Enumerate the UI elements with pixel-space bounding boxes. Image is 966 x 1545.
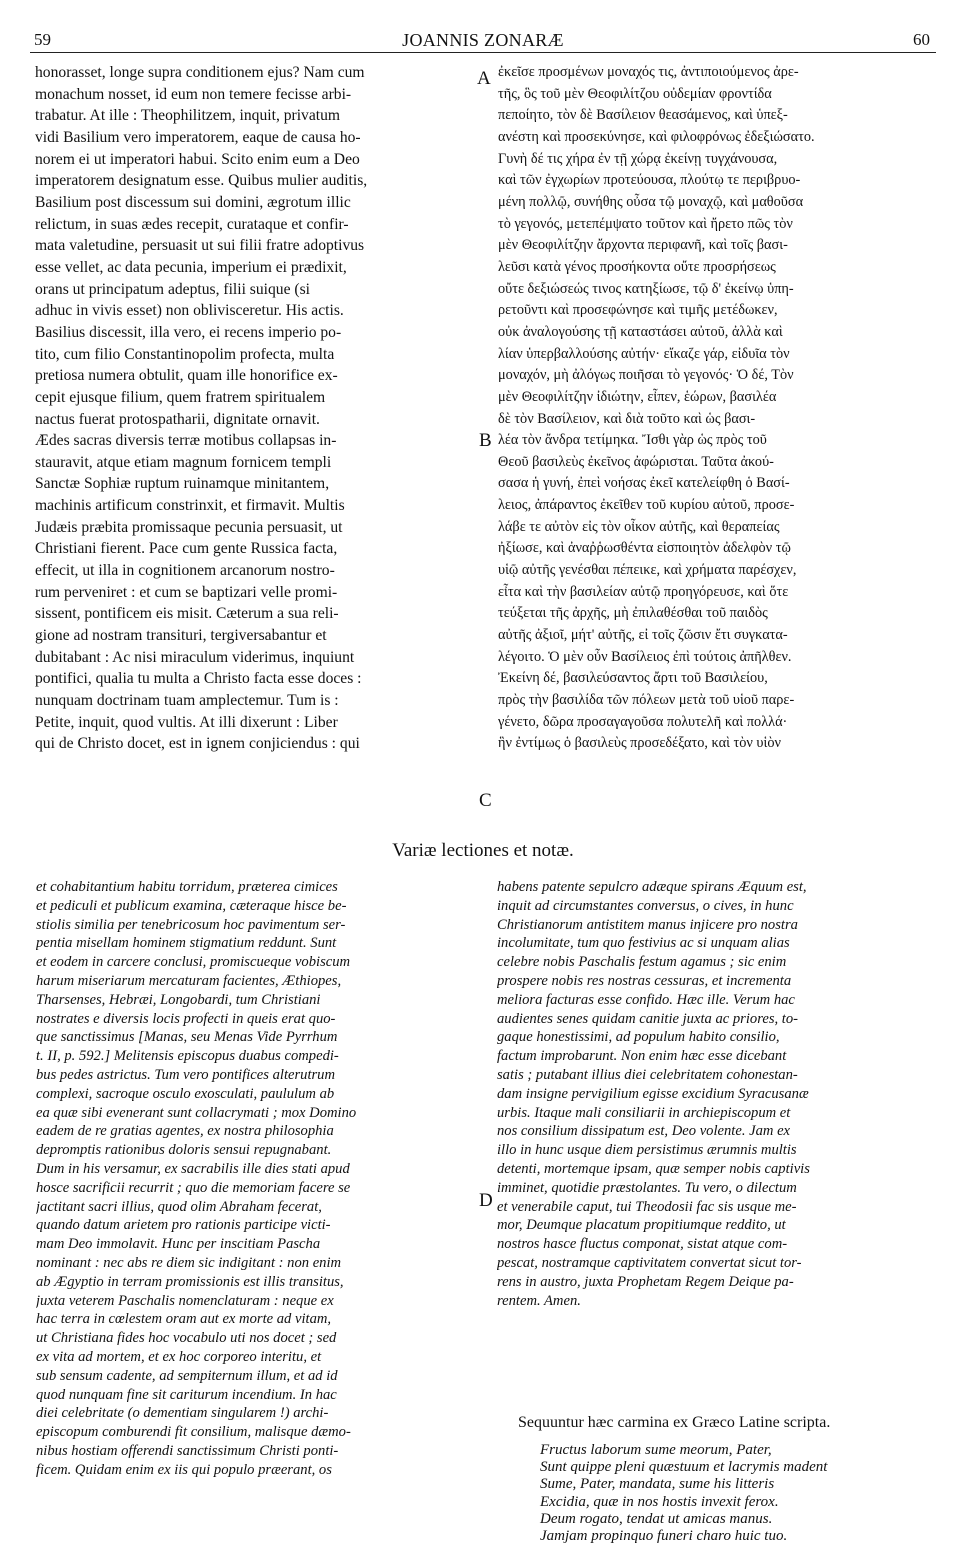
greek-text-line: ρετοῦντι καὶ προσεφώνησε καὶ τιμῆς μετέδωκεν, xyxy=(498,302,778,319)
margin-marker-d: D xyxy=(479,1190,493,1211)
note-line: que sanctissimus [Manas, seu Menas Vide Pyrrhum xyxy=(36,1029,338,1046)
note-line: Dum in his versamur, ex sacrabilis ille dies stati apud xyxy=(36,1160,350,1177)
note-line: nostrates e diversis locis profecti in queis erat quo- xyxy=(36,1010,336,1027)
greek-text-line: λέγοιτο. Ὁ μὲν οὖν Βασίλειος ἐπὶ τούτοις ἀπῆλθεν. xyxy=(498,648,792,665)
greek-text-line: μοναχόν, μὴ ἀλόγως ποιῆσαι τὸ γεγονός· Ὁ δέ, Τὸν xyxy=(498,367,794,384)
note-line: depromptis rationibus doloris sensui repugnabant. xyxy=(36,1142,332,1159)
note-line: diei celebritate (o dementiam singularem !) archi- xyxy=(36,1405,329,1422)
greek-text-line: ανέστη καὶ προσεκύνησε, καὶ φιλοφρόνως ἐδεξιώσατο. xyxy=(498,128,815,145)
greek-text-line: ἣν ἐντίμως ὁ βασιλεὺς προσεδέξατο, καὶ τὸν υἱὸν xyxy=(498,735,781,752)
latin-text-line: esse vellet, ac data pecunia, imperium ei prædixit, xyxy=(35,258,347,276)
note-line: ab Ægyptio in terram promissionis est illis transitus, xyxy=(36,1273,344,1290)
latin-text-line: monachum nosset, id eum non temere fecisse arbi- xyxy=(35,85,352,103)
page-number-left: 59 xyxy=(34,30,51,49)
greek-text-line: λειος, ἀπάραντος ἐκεῖθεν τοῦ κυρίου αὐτοῦ, προσε- xyxy=(498,497,795,514)
greek-text-line: γένετο, δῶρα προσαγαγοῦσα πολυτελῆ καὶ πολλά· xyxy=(498,713,788,730)
note-line: bus pedes astrictus. Tum vero pontifices alterutrum xyxy=(36,1066,336,1083)
note-line: celebre nobis Paschalis festum agamus ; sic enim xyxy=(497,954,787,971)
note-line: mor, Deumque placatum propitiumque reddito, ut xyxy=(497,1217,786,1234)
poem-line: Sume, Pater, mandata, sume his litteris xyxy=(540,1476,775,1493)
note-line: dam insigne pervigilium egisse excidium Syracusanæ xyxy=(497,1085,809,1102)
latin-text-line: rum perveniret : et cum se baptizari velle promi- xyxy=(35,583,338,601)
latin-text-line: vidi Basilium vero imperatorem, eaque de causa ho- xyxy=(35,128,361,146)
latin-text-line: Sanctæ Sophiæ ruptum ruinamque minitantem, xyxy=(35,475,330,493)
running-title: JOANNIS ZONARÆ xyxy=(402,30,564,50)
note-line: habens patente sepulcro adæque spirans Æquum est, xyxy=(497,879,807,895)
greek-text-line: τῆς, ὃς τοῦ μὲν Θεοφιλίτζου οὐδεμίαν φροντίδα xyxy=(498,85,772,102)
note-line: juxta veterem Paschalis nomenclaturam : neque ex xyxy=(36,1292,334,1309)
note-line: ea quæ sibi evenerant sunt collacrymati ; mox Domino xyxy=(36,1104,357,1121)
greek-text-line: οὐκ ἀναλογούσης τῇ καταστάσει αὐτοῦ, ἀλλὰ καὶ xyxy=(498,323,783,340)
poem-line: Jamjam propinquo funeri charo huic tuo. xyxy=(540,1528,788,1545)
poem-line: Sunt quippe pleni quæstuum et lacrymis madent xyxy=(540,1459,828,1476)
latin-text-line: tito, cum filio Constantinopolim profecta, multa xyxy=(35,345,335,363)
note-line: prospere nobis res nostras cessuras, et incrementa xyxy=(497,972,792,989)
note-line: inquit ad circumstantes conversus, o cives, in hunc xyxy=(497,897,794,914)
note-line: pescat, nostramque captivitatem convertat sicut tor- xyxy=(497,1254,802,1271)
note-line: complexi, sacroque osculo exosculati, paululum ab xyxy=(36,1085,335,1102)
greek-text-line: ἐκεῖσε προσμένων μοναχός τις, ἀντιποιούμενος ἀρε- xyxy=(498,64,799,80)
greek-text-line: ἠξίωσε, καὶ ἀναῤῥωσθέντα εἰσποιητὸν ἀδελφὸν τῷ xyxy=(498,540,791,557)
note-line: audientes senes quidam canitie juxta ac priores, to- xyxy=(497,1010,799,1027)
note-line: nominant : nec abs re diem sic indigitant : non enim xyxy=(36,1254,342,1271)
latin-text-line: trabatur. At ille : Theophilitzem, inquit, privatum xyxy=(35,107,341,125)
latin-text-line: norem ei ut imperatori habui. Scito enim eum a Deo xyxy=(35,150,360,168)
poem-line: Deum rogato, tendat ut amicas manus. xyxy=(540,1510,773,1527)
latin-text-line: Ædes sacras diversis terræ motibus collapsas in- xyxy=(35,432,337,450)
note-line: ficem. Quidam enim ex iis qui populo præerant, os xyxy=(36,1461,332,1478)
note-line: imminet, quotidie præstolantes. Tu vero, o dilectum xyxy=(497,1179,797,1196)
note-line: mam Deo immolavit. Hunc per inscitiam Pascha xyxy=(36,1236,321,1253)
note-line: eadem de re gratias agentes, ex nostra philosophia xyxy=(36,1123,334,1140)
note-line: meliora facturas esse confido. Hæc ille. Verum hac xyxy=(497,991,795,1008)
latin-text-column xyxy=(35,62,473,755)
note-line: ex vita ad mortem, et ex hoc corporeo interitu, et xyxy=(36,1348,322,1365)
note-line: rentem. Amen. xyxy=(497,1292,581,1309)
greek-text-line: Γυνὴ δέ τις χήρα ἐν τῇ χώρᾳ ἐκείνῃ τυγχάνουσα, xyxy=(498,150,778,167)
note-line: illo in hunc usque diem persistimus ærumnis multis xyxy=(497,1142,797,1159)
note-line: nos consilium dissipatum est, Deo volente. Jam ex xyxy=(497,1123,791,1140)
note-line: et venerabile caput, tui Theodosii fac sis usque me- xyxy=(497,1198,797,1215)
latin-text-line: sissent, pontificem eis misit. Cæterum a sua reli- xyxy=(35,605,339,623)
note-line: t. II, p. 592.] Melitensis episcopus duabus compedi- xyxy=(36,1048,339,1065)
note-line: ut Christiana fides hoc vocabulo uti nos docet ; sed xyxy=(36,1330,337,1347)
latin-text-line: orans ut principatum adeptus, filii suique (si xyxy=(35,280,311,298)
greek-text-line: λέα τὸν ἄνδρα τετίμηκα. Ἴσθι γὰρ ὡς πρὸς τοῦ xyxy=(498,432,767,449)
note-line: nibus hostiam offerendi sanctissimum Christi ponti- xyxy=(36,1442,339,1459)
poem-line: Fructus laborum sume meorum, Pater, xyxy=(540,1442,772,1458)
note-line: gaque honestissimi, ad populum habito consilio, xyxy=(497,1029,780,1046)
note-line: urbis. Itaque mali consiliarii in archiepiscopum et xyxy=(497,1104,791,1121)
margin-marker-a: A xyxy=(477,68,491,89)
greek-text-line: αὐτῆς ἀξιοῖ, μήτ' αὐτῆς, εἰ τοῖς ζῶσιν ἔτι συγκατα- xyxy=(498,627,788,644)
greek-text-line: λίαν ὑπερβαλλούσης αὐτήν· εἴκαζε γάρ, εἰδυῖα τὸν xyxy=(498,345,790,362)
poem-line: Excidia, quæ in nos hostis invexit ferox. xyxy=(540,1493,779,1510)
latin-text-line: mata valetudine, persuasit ut sui filii fratre adoptivus xyxy=(35,237,365,255)
latin-text-line: honorasset, longe supra conditionem ejus? Nam cum xyxy=(35,64,365,81)
note-line: sub sensum cadente, ad sempiternum illum, et ad id xyxy=(36,1367,338,1384)
latin-text-line: Judæis præbita promissaque pecunia persuasit, ut xyxy=(35,518,343,536)
greek-text-line: οὔτε δεξιώσεώς τινος κατηξίωσε, τῷ δ' ἐκείνῳ ὑπη- xyxy=(498,280,794,297)
margin-marker-c: C xyxy=(479,790,492,811)
notes-left-column xyxy=(36,878,476,1480)
greek-text-line: υἱῷ αὐτῆς γενέσθαι πέπεικε, καὶ χρήματα παρέσχεν, xyxy=(498,562,797,579)
note-line: rens in austro, juxta Prophetam Regem Deique pa- xyxy=(497,1273,794,1290)
greek-text-line: πρὸς τὴν βασιλίδα τῶν πόλεων μετὰ τοῦ υἱοῦ παρε- xyxy=(498,692,795,709)
note-line: harum miseriarum mercaturam facientes, Æthiopes, xyxy=(36,972,342,989)
greek-text-line: σασα ἡ γυνή, ἐπεὶ νοήσας ἐκεῖ κατελείφθη ὁ Βασί- xyxy=(498,475,790,492)
note-line: nostros hasce fluctus componat, sistat atque com- xyxy=(497,1236,788,1253)
latin-text-line: pretiosa numera obtulit, quam ille honorifice ex- xyxy=(35,367,338,385)
note-line: stiolis similia per tenebricosum hoc pavimentum ser- xyxy=(36,916,346,933)
page-header xyxy=(30,22,936,53)
greek-text-line: μένη πολλῷ, συνήθης οὖσα τῷ μοναχῷ, καὶ μαθοῦσα xyxy=(498,193,804,210)
greek-text-column xyxy=(498,62,938,755)
latin-text-line: machinis artificum constrinxit, et firmavit. Multis xyxy=(35,497,345,515)
greek-text-line: δὲ τὸν Βασίλειον, καὶ διὰ τοῦτο καὶ ὡς βασι- xyxy=(498,410,756,427)
greek-text-line: εἶτα καὶ τὴν βασιλείαν αὐτῷ προηγόρευσε, καὶ ὅτε xyxy=(498,583,789,600)
latin-text-line: imperatorem designatum esse. Quibus mulier auditis, xyxy=(35,172,368,190)
note-line: quod nunquam fine sit cariturum incendium. In hac xyxy=(36,1386,337,1403)
note-line: satis ; putabant illius diei celebritatem cohonestan- xyxy=(497,1066,798,1083)
greek-text-line: μὲν Θεοφιλίτζην ἰδιώτην, εἶπεν, ἑώρων, βασιλέα xyxy=(498,388,777,405)
latin-text-line: pontifici, qualia tu multa a Christo facta esse doces : xyxy=(35,670,362,688)
note-line: et pediculi et publicum examina, cæteraque hisce be- xyxy=(36,897,347,914)
greek-text-line: μὲν Θεοφιλίτζην ἄρχοντα περιφανῆ, καὶ τοῖς βασι- xyxy=(498,237,788,254)
latin-text-line: Christiani fierent. Pace cum gente Russica facta, xyxy=(35,540,338,558)
greek-text-line: Θεοῦ βασιλεὺς ἐκεῖνος ἀφώρισται. Ταῦτα ἀκού- xyxy=(498,453,774,470)
note-line: jactitant sacri illius, quod olim Abraham fecerat, xyxy=(36,1198,322,1215)
note-line: hosce sacrificii recurrit ; quo die memoriam facere se xyxy=(36,1179,351,1196)
note-line: Christianorum antistitem manus injicere pro nostra xyxy=(497,916,798,933)
note-line: detenti, mortemque ipsam, quæ semper nobis captivis xyxy=(497,1160,810,1177)
note-line: et cohabitantium habitu torridum, præterea cimices xyxy=(36,879,338,895)
greek-text-line: τὸ γεγονός, μετεπέμψατο τοῦτον καὶ ἤρετο πῶς τὸν xyxy=(498,215,793,232)
latin-text-line: effecit, ut illa in cognitionem arcanorum nostro- xyxy=(35,562,335,580)
latin-text-line: dubitabant : Ac nisi miraculum viderimus, inquiunt xyxy=(35,648,355,666)
latin-text-line: Basilius discessit, illa vero, ei recens imperio po- xyxy=(35,323,342,341)
latin-text-line: qui de Christo docet, est in ignem conjiciendus : qui xyxy=(35,735,360,753)
page-number-right: 60 xyxy=(913,30,930,49)
note-line: episcopum comburendi fit consilium, malisque dæmo- xyxy=(36,1424,351,1441)
latin-text-line: adhuc in vivis esset) non oblivisceretur. His actis. xyxy=(35,302,344,320)
note-line: incolumitate, tum quo festivius ac si unquam alias xyxy=(497,935,790,952)
latin-text-line: nactus fuerat protospatharii, dignitate ornavit. xyxy=(35,410,320,428)
note-line: hac terra in cœlestem oram aut ex morte ad vitam, xyxy=(36,1311,332,1328)
greek-text-line: καὶ τῶν ἐγχωρίων προτεύουσα, πλούτῳ τε περιβρυο- xyxy=(498,172,801,189)
note-line: Tharsenses, Hebræi, Longobardi, tum Christiani xyxy=(36,991,321,1008)
note-line: factum improbarunt. Non enim hæc esse dicebant xyxy=(497,1048,787,1065)
latin-text-line: nunquam doctrinam tuam amplectemur. Tum is : xyxy=(35,692,339,710)
greek-text-line: Ἐκείνη δέ, βασιλεύσαντος ἄρτι τοῦ Βασιλείου, xyxy=(498,670,768,687)
latin-text-line: stauravit, atque etiam magnum fornicem templi xyxy=(35,453,332,471)
latin-text-line: relictum, in suas ædes recepit, curataque et confir- xyxy=(35,215,349,233)
latin-text-line: gione ad nostram transituri, tergiversabantur et xyxy=(35,627,327,645)
notes-section-title: Variæ lectiones et notæ. xyxy=(392,840,574,861)
latin-text-line: Basilium post discessum sui domini, ægrotum illic xyxy=(35,193,351,211)
latin-text-line: cepit ejusque filium, quem fratrem spiritualem xyxy=(35,388,326,406)
note-line: et eodem in carcere conclusi, promiscueque vobiscum xyxy=(36,954,351,971)
notes-right-column xyxy=(497,878,937,1310)
note-line: quando datum arietem pro rationis participe victi- xyxy=(36,1217,331,1234)
margin-marker-b: B xyxy=(479,430,492,451)
latin-text-line: Petite, inquit, quod vultis. At illi dixerunt : Liber xyxy=(35,713,338,731)
note-line: pentia misellam hominem stigmatium reddunt. Sunt xyxy=(36,935,337,952)
greek-text-line: λάβε τε αὐτὸν εἰς τὸν οἶκον αὐτῆς, καὶ θεραπείας xyxy=(498,518,780,535)
poem-intro: Sequuntur hæc carmina ex Græco Latine scripta. xyxy=(518,1414,831,1431)
poem-block xyxy=(540,1442,827,1545)
greek-text-line: πεποίητο, τὸν δὲ Βασίλειον θεασάμενος, καὶ ὑπεξ- xyxy=(498,107,788,124)
greek-text-line: λεῦσι κατὰ γένος προσήκοντα οὔτε προσρήσεως xyxy=(498,258,776,275)
greek-text-line: τεύξεται τῆς ἀρχῆς, μὴ ἐπιλαθέσθαι τοῦ παιδὸς xyxy=(498,605,768,622)
